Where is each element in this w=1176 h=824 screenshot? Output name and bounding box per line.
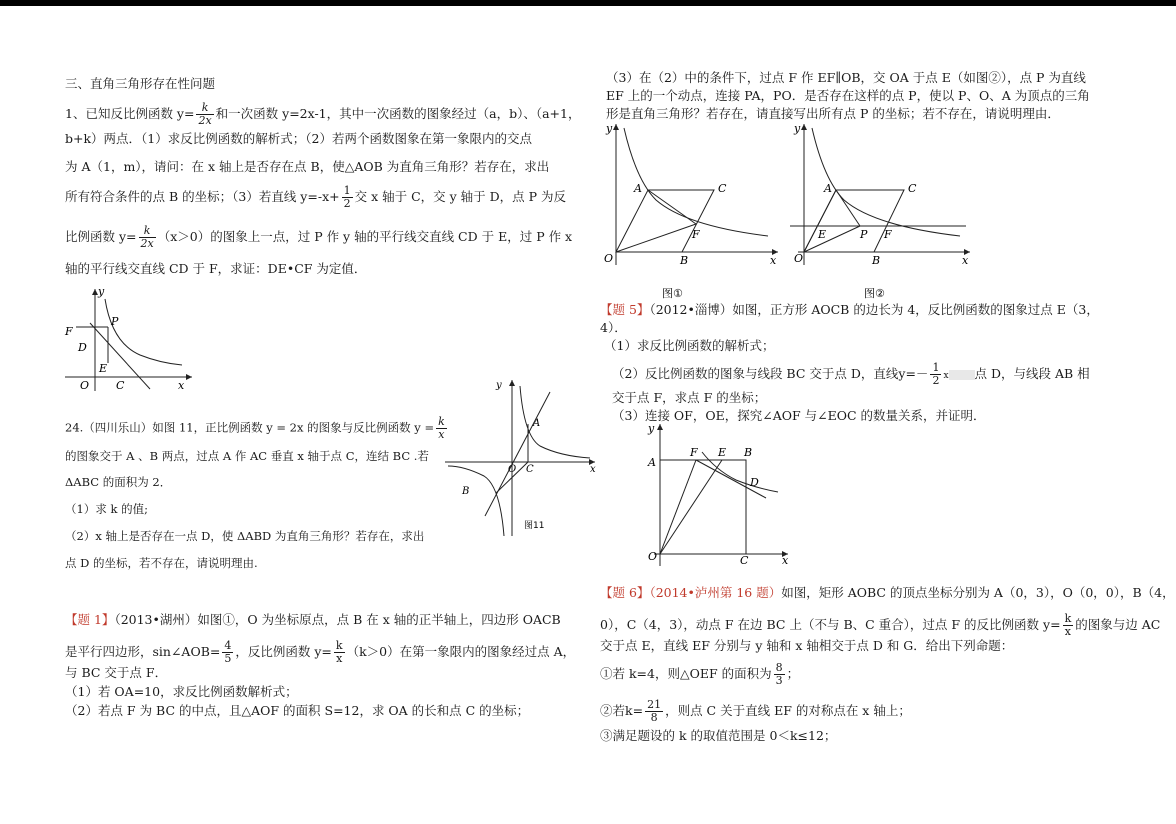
fraction: $\frac{k}{x}$	[1064, 612, 1072, 638]
figure-11	[440, 376, 600, 541]
redaction-mark	[949, 370, 975, 380]
t1-line-3: 与 BC 交于点 F．	[65, 665, 168, 680]
fig-label: O	[508, 464, 517, 475]
fig-label: y	[98, 285, 105, 298]
fig-label: A	[634, 182, 642, 195]
t1-line-1: 【题 1】（2013•湖州）如图①，O 为坐标原点，点 B 在 x 轴的正半轴上，四边形 OACB	[65, 612, 561, 627]
top-border	[0, 0, 1176, 6]
fig-label: O	[794, 252, 804, 265]
t1-line-2: 是平行四边形，sin∠AOB= $\frac{4}{5}$ ，反比例函数 y= $\frac{k}{x}$ （k＞0）在第一象限内的图象经过点 A，	[65, 639, 576, 665]
fig-label: F	[690, 446, 698, 459]
fraction: $\frac{21}{8}$	[647, 698, 662, 724]
fig-label: D	[750, 476, 759, 489]
t5-line-5: 交于点 F，求点 F 的坐标；	[612, 390, 767, 405]
t1-line-5: （2）若点 F 为 BC 的中点，且△AOF 的面积 S=12，求 OA 的长和点 C 的坐标；	[65, 703, 530, 718]
fig-caption: 图①	[662, 287, 683, 300]
q1-line-6: 轴的平行线交直线 CD 于 F，求证：DE•CF 为定值．	[65, 261, 367, 276]
t5-line-1: 【题 5】（2012•淄博）如图，正方形 AOCB 的边长为 4，反比例函数的图象过点 E（3，	[600, 302, 1099, 317]
q24-line-4: （1）求 k 的值;	[65, 502, 148, 516]
t5-line-2: 4）．	[600, 320, 627, 335]
q24-line-2: 的图象交于 A 、B 两点，过点 A 作 AC 垂直 x 轴于点 C，连结 BC .若	[65, 449, 429, 463]
fig-label: B	[872, 254, 881, 267]
fraction: $\frac{4}{5}$	[224, 639, 232, 665]
q1-line-2: b+k）两点．（1）求反比例函数的解析式；（2）若两个函数图象在第一象限内的交点	[65, 131, 532, 146]
fraction: $\frac{k}{x}$	[438, 415, 445, 441]
fig-label: E	[718, 446, 727, 459]
fig-label: x	[962, 254, 969, 267]
fig-label: F	[884, 228, 892, 241]
fig-label: x	[770, 254, 777, 267]
figure-1	[596, 120, 786, 300]
q24-line-6: 点 D 的坐标，若不存在，请说明理由.	[65, 556, 258, 570]
q1-figure	[60, 285, 200, 395]
fig-label: D	[78, 341, 87, 354]
fraction: $\frac{k}{2x}$	[140, 224, 154, 250]
t6-line-1: 【题 6】（2014•泸州第 16 题）如图，矩形 AOBC 的顶点坐标分别为 A（0，3），O（0，0），B（4，	[600, 585, 1175, 600]
fig-label: C	[740, 554, 749, 567]
fig-label: C	[526, 464, 534, 475]
fig-label: F	[692, 228, 700, 241]
fig-label: P	[860, 228, 868, 241]
fraction: $\frac{k}{x}$	[335, 639, 343, 665]
t5-line-3: （1）求反比例函数的解析式；	[604, 338, 775, 353]
fig-label: C	[116, 379, 125, 392]
fig-label: O	[604, 252, 614, 265]
t1-line-4: （1）若 OA=10，求反比例函数解析式；	[65, 684, 298, 699]
fig-label: y	[496, 380, 502, 391]
t5-line-6: （3）连接 OF，OE，探究∠AOF 与∠EOC 的数量关系，并证明．	[612, 408, 986, 423]
figure-2	[788, 120, 978, 300]
fig-label: O	[648, 550, 658, 563]
fig-label: y	[794, 122, 801, 135]
fig-label: C	[718, 182, 727, 195]
fig-label: x	[782, 554, 789, 567]
p3-line-3: 形是直角三角形？若存在，请直接写出所有点 P 的坐标；若不存在，请说明理由．	[606, 106, 1060, 121]
fig-label: x	[178, 379, 185, 392]
fig-caption: 图②	[864, 287, 885, 300]
section-title: 三、直角三角形存在性问题	[65, 76, 216, 91]
t5-line-4: （2）反比例函数的图象与线段 BC 交于点 D，直线y=－ $\frac{1}{2}$ x 点 D，与线段 AB 相	[612, 361, 1090, 387]
fig-label: O	[80, 379, 90, 392]
p3-line-2: EF 上的一个动点，连接 PA，PO．是否存在这样的点 P，使以 P、O、A 为顶点的三角	[606, 88, 1090, 103]
fig-label: y	[648, 422, 655, 435]
fig-label: y	[606, 122, 613, 135]
fig-caption: 图11	[524, 521, 545, 531]
fig-label: B	[680, 254, 689, 267]
fig-label: P	[111, 315, 119, 328]
q24-line-1: 24.（四川乐山）如图 11，正比例函数 y = 2x 的图象与反比例函数 y = $\frac{k}{x}$	[65, 415, 445, 441]
fraction: $\frac{1}{2}$	[932, 361, 940, 387]
fraction: $\frac{1}{2}$	[343, 184, 351, 210]
q24-line-5: （2）x 轴上是否存在一点 D，使 ΔABD 为直角三角形？若存在，求出	[65, 529, 425, 543]
fig-label: E	[99, 362, 108, 375]
fig-label: C	[908, 182, 917, 195]
fig-label: A	[533, 418, 541, 429]
fig-label: A	[824, 182, 832, 195]
q1-line-4: 所有符合条件的点 B 的坐标；（3）若直线 y=-x+ $\frac{1}{2}$ 交 x 轴于 C，交 y 轴于 D，点 P 为反	[65, 184, 566, 210]
q24-line-3: ΔABC 的面积为 2．	[65, 475, 172, 489]
fig-label: x	[590, 464, 596, 475]
figure-t5	[636, 420, 796, 570]
q1-line-5: 比例函数 y= $\frac{k}{2x}$ （x＞0）的图象上一点，过 P 作 y 轴的平行线交直线 CD 于 E，过 P 作 x	[65, 224, 573, 250]
q1-line-3: 为 A（1，m），请问：在 x 轴上是否存在点 B，使△AOB 为直角三角形？若存在，求出	[65, 159, 550, 174]
t6-line-3: 交于点 E，直线 EF 分别与 y 轴和 x 轴相交于点 D 和 G．给出下列命题：	[600, 638, 1014, 653]
fraction: $\frac{k}{2x}$	[198, 101, 212, 127]
fig-label: A	[648, 456, 656, 469]
p3-line-1: （3）在（2）中的条件下，过点 F 作 EF∥OB，交 OA 于点 E（如图②），点 P 为直线	[606, 70, 1086, 85]
t6-line-4: ①若 k=4，则△OEF 的面积为 $\frac{8}{3}$ ；	[600, 661, 800, 687]
t6-line-6: ③满足题设的 k 的取值范围是 0＜k≤12；	[600, 728, 837, 743]
q1-line-1: 1、已知反比例函数 y= $\frac{k}{2x}$ 和一次函数 y=2x-1，其中一次函数的图象经过（a，b）、（a+1，	[65, 101, 581, 127]
fig-label: B	[462, 486, 470, 497]
fraction: $\frac{8}{3}$	[775, 661, 783, 687]
fig-label: E	[818, 228, 827, 241]
t6-line-2: 0），C（4，3），动点 F 在边 BC 上（不与 B、C 重合），过点 F 的反比例函数 y= $\frac{k}{x}$ 的图象与边 AC	[600, 612, 1161, 638]
fig-label: B	[744, 446, 753, 459]
t6-line-5: ②若k= $\frac{21}{8}$ ，则点 C 关于直线 EF 的对称点在 x 轴上；	[600, 698, 911, 724]
fig-label: F	[65, 325, 73, 338]
